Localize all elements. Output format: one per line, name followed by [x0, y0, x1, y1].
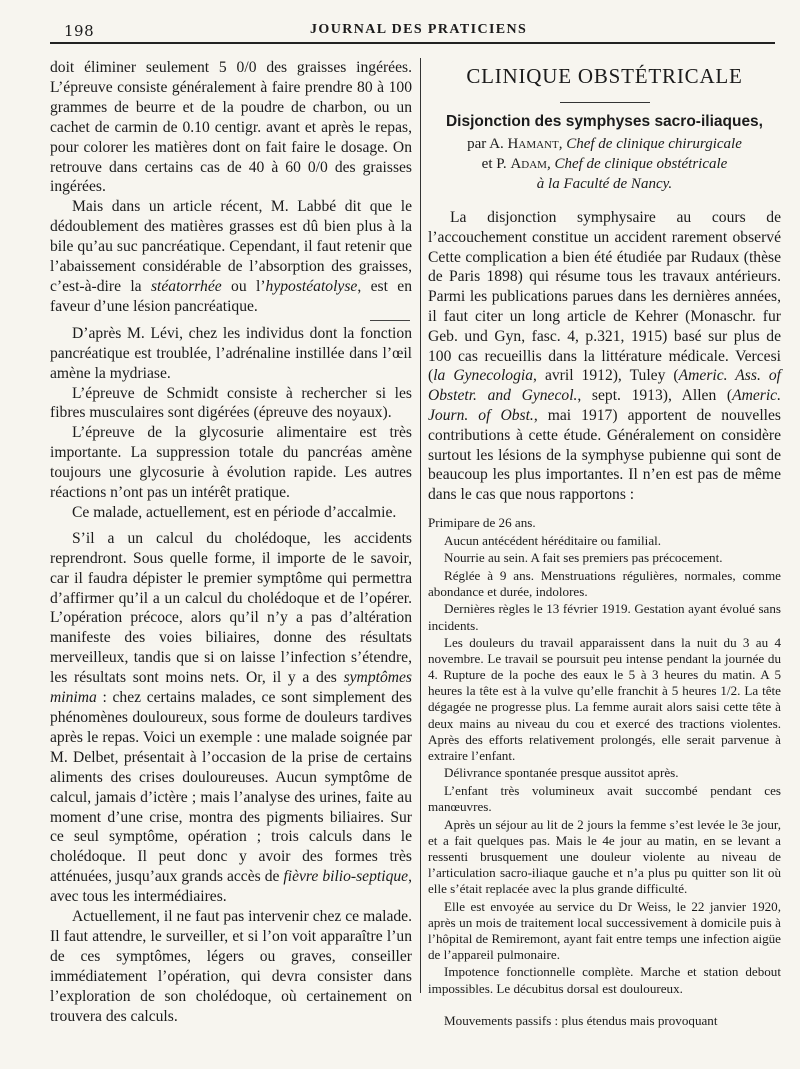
case-paragraph: Mouvements passifs : plus étendus mais provoquant — [444, 1012, 718, 1028]
italic-citation: Americ. Journ. of Obst. — [428, 387, 781, 424]
author-line: par A. Hamant, Chef de clinique chirurgicale — [467, 136, 742, 152]
article-title: Disjonction des symphyses sacro-iliaques, — [445, 113, 763, 130]
continued-text — [428, 1013, 781, 1029]
paragraph: L’épreuve de Schmidt consiste à rechercher si les fibres musculaires sont digérées (épreuve des noyaux). — [50, 384, 412, 422]
case-paragraph: Délivrance spontanée presque aussitot après. — [444, 765, 679, 781]
article-intro — [428, 208, 781, 505]
right-column — [428, 58, 781, 1029]
title-rule — [560, 102, 650, 103]
italic-term: symptômes minima — [50, 669, 412, 707]
journal-title: JOURNAL DES PRATICIENS — [310, 22, 528, 37]
italic-term: stéatorrhée — [150, 277, 222, 295]
author-name: Adam — [510, 156, 547, 172]
page-number: 198 — [64, 22, 95, 40]
author-name: Hamant — [507, 136, 559, 152]
section-title: CLINIQUE OBSTÉTRICALE — [466, 64, 743, 88]
separator-rule — [370, 320, 410, 321]
case-paragraph: Réglée à 9 ans. Menstruations régulières, normales, comme abondance et durée, indolores. — [428, 567, 781, 599]
case-paragraph: Impotence fonctionnelle complète. Marche et station debout impossibles. Le décubitus dorsal est douloureux. — [428, 964, 781, 996]
author-line: et P. Adam, Chef de clinique obstétricale — [481, 156, 728, 172]
paragraph: Mais dans un article récent, M. Labbé dit que le dédoublement des matières grasses est dû bien plus à la bile qu’au suc pancréatique. Cependant, il faut retenir que l’abaissement considérable de l’absorption des graisses, c’est-à-dire la stéatorrhée ou l’hypostéatolyse, est en faveur d’une lésion pancréatique. — [50, 198, 412, 315]
case-paragraph: Primipare de 26 ans. — [428, 514, 536, 530]
column-divider — [420, 58, 421, 993]
case-paragraph: Les douleurs du travail apparaissent dans la nuit du 3 au 4 novembre. Le travail se poursuit peu intense pendant la journée du 4. Rupture de la poche des eaux le 5 à 3 heures du matin. A 5 heures la tête est à la vulve qu’elle franchit à 5 heures 1/2. La tête dégagée ne progresse plus. La femme aurait alors saisi cette tête à deux mains au niveau du cou et exercé des tractions violentes. Après des efforts relativement prolongés, elle serait parvenue à extraire l’enfant. — [428, 635, 781, 763]
case-paragraph: Elle est envoyée au service du Dr Weiss, le 22 janvier 1920, après un mois de traitement local successivement à domicile puis à l’hôpital de Remiremont, ayant fait entre temps une infection aigüe de l’appareil pulmonaire. — [428, 898, 781, 962]
left-column — [50, 58, 412, 1027]
paragraph: Actuellement, il ne faut pas intervenir chez ce malade. Il faut attendre, le surveiller, et si l’on voit apparaître l’un de ces symptômes, légers ou graves, conseiller immédiatement l’opération, qui devra consister dans l’exploration de son cholédoque, où certainement on trouvera des calculs. — [50, 908, 412, 1025]
paragraph: Ce malade, actuellement, est en période d’accalmie. — [72, 503, 397, 521]
paragraph: L’épreuve de la glycosurie alimentaire est très importante. La suppression totale du pancréas amène toujours une glycosurie à évolution rapide. Les autres réactions n’ont pas un intérêt pratique. — [50, 424, 412, 502]
italic-term: fièvre bilio-septique — [283, 868, 409, 886]
paragraph: S’il a un calcul du cholédoque, les accidents reprendront. Sous quelle forme, il importe de le savoir, car il faudra dépister le premier symptôme qui permettra d’affirmer qu’il a un calcul du cholédoque et de l’opérer. L’opération précoce, alors qu’il n’y a pas d’altération manifeste des voies biliaires, donne des résultats merveilleux, tandis que si on laisse l’infection s’étendre, les résultats sont moins nets. Or, il y a des symptômes minima : chez certains malades, ce sont simplement des phénomènes douloureux, sous forme de douleurs tardives après le repas. Voici un exemple : une malade soignée par M. Delbet, présentait à l’occasion de la prise de certains aliments des crises douloureuses. Aucun symptôme de calcul, jamais d’ictère ; mais l’analyse des urines, faite au moment d’une crise, montra des pigments biliaires. Sur ce seul symptôme, opération ; trois calculs dans le cholédoque. Il peut donc y avoir des formes très atténuées, jusqu’aux grands accès de fièvre bilio-septique, avec tous les intermédiaires. — [50, 529, 412, 906]
paragraph: La disjonction symphysaire au cours de l’accouchement constitue un accident rarement observé Cette complication a bien été étudiée par Rudaux (thèse de Paris 1898) qui résume tous les travaux antérieurs. Parmi les publications parues dans les dernières années, il faut citer un long article de Kehrer (Monaschr. fur Geb. und Gyn, fasc. 4, p.321, 1915) basé sur plus de 100 cas recueillis dans la littérature médicale. Vercesi (la Gynecologia, avril 1912), Tuley (Americ. Ass. of Obstetr. and Gynecol., sept. 1913), Allen (Americ. Journ. of Obst., mai 1917) apportent de nouvelles contributions à cette étude. Généralement on considère surtout les lésions de la symphyse pubienne qui sont de beaucoup les plus importantes. Il n’en est pas de même dans le cas que nous rapportons : — [428, 209, 781, 504]
case-paragraph: L’enfant très volumineux avait succombé pendant ces manœuvres. — [428, 782, 781, 815]
italic-term: hypostéatolyse — [265, 277, 358, 295]
case-paragraph: Nourrie au sein. A fait ses premiers pas précocement. — [444, 550, 723, 566]
paragraph: doit éliminer seulement 5 0/0 des graisses ingérées. L’épreuve consiste généralement à faire prendre 80 à 100 grammes de beurre et de la poudre de charbon, ou un cachet de carmin de 0.10 centigr. avant et après le repas, pour colorer les matières dont on fait faire le dosage. On retrouve dans certains cas de 40 à 60 0/0 des graisses ingérées. — [50, 59, 412, 196]
case-paragraph: Après un séjour au lit de 2 jours la femme s’est levée le 3e jour, et a fait quelques pas. Mais le 4e jour au matin, en se levant a ressenti brusquement une douleur violente au niveau de l’articulation sacro-iliaque gauche et n’a plus pu quitter son lit où elle s’était replacée avec la plus grande difficulté. — [428, 816, 781, 897]
page-header — [40, 14, 780, 44]
authors-block — [428, 134, 781, 194]
case-report — [428, 515, 781, 997]
paragraph: D’après M. Lévi, chez les individus dont la fonction pancréatique est troublée, l’adrénaline instillée dans l’œil amène la mydriase. — [50, 324, 412, 382]
italic-citation: la Gynecologia — [433, 367, 534, 385]
header-rule — [50, 42, 775, 44]
affiliation: à la Faculté de Nancy. — [536, 176, 673, 192]
case-paragraph: Dernières règles le 13 février 1919. Gestation ayant évolué sans incidents. — [428, 601, 781, 633]
case-paragraph: Aucun antécédent héréditaire ou familial. — [444, 532, 662, 548]
italic-citation: Americ. Ass. of Obstetr. and Gynecol. — [428, 367, 781, 405]
